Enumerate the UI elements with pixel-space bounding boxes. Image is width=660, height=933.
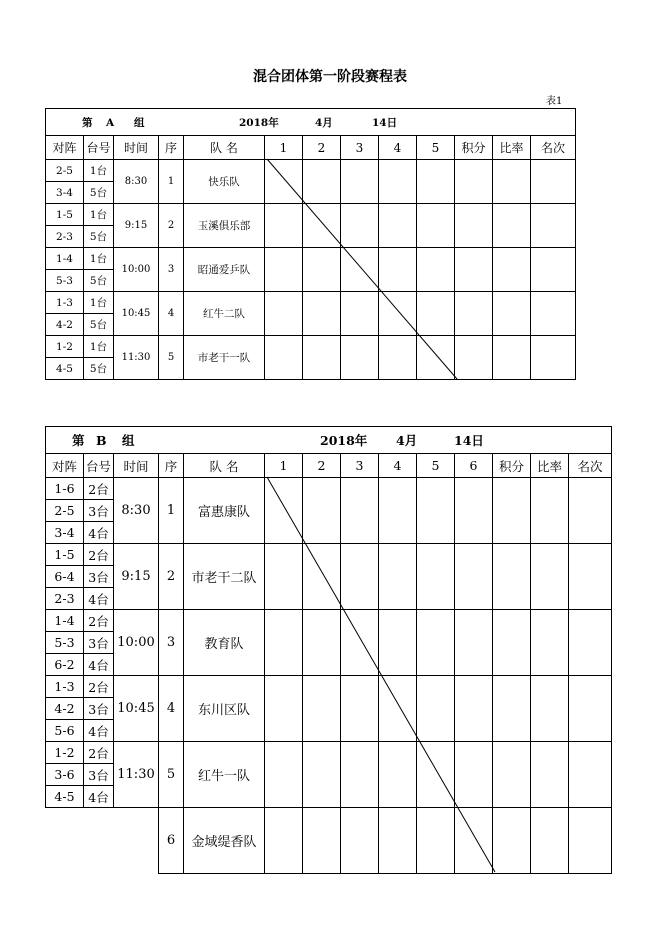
team-name-cell: 昭通爱乒队: [184, 248, 265, 292]
col-header-seq: 序: [159, 454, 184, 478]
score-cell: [303, 292, 341, 336]
score-cell: [531, 742, 569, 808]
table-number-cell: 2台: [84, 610, 114, 632]
score-cell: [569, 544, 612, 610]
score-cell: [531, 292, 576, 336]
col-header-points: 积分: [455, 136, 493, 160]
col-header-4: 4: [379, 454, 417, 478]
group-a-word2: 组: [134, 116, 145, 129]
score-cell: [341, 336, 379, 380]
team-name-cell: 富惠康队: [184, 478, 265, 544]
score-cell: [303, 808, 341, 874]
score-cell: [379, 610, 417, 676]
col-header-ratio: 比率: [531, 454, 569, 478]
col-header-rank: 名次: [569, 454, 612, 478]
score-cell: [417, 676, 455, 742]
group-b-header-row: [46, 454, 612, 478]
score-cell: [417, 544, 455, 610]
table-number-cell: 4台: [84, 720, 114, 742]
table-number-cell: 4台: [84, 786, 114, 808]
seq-cell: 2: [159, 544, 184, 610]
score-cell: [531, 160, 576, 204]
score-cell: [303, 544, 341, 610]
score-cell: [455, 544, 493, 610]
score-cell: [303, 248, 341, 292]
col-header-table-no: 台号: [84, 136, 114, 160]
matchup-cell: 2-3: [46, 588, 84, 610]
table-number-cell: 5台: [84, 270, 114, 292]
table-number-cell: 2台: [84, 676, 114, 698]
team-name-cell: 快乐队: [184, 160, 265, 204]
table-number-cell: 1台: [84, 204, 114, 226]
col-header-points: 积分: [493, 454, 531, 478]
matchup-cell: 1-2: [46, 336, 84, 358]
score-cell: [493, 610, 531, 676]
col-header-1: 1: [265, 454, 303, 478]
col-header-time: 时间: [114, 136, 159, 160]
table-number-cell: 5台: [84, 314, 114, 336]
score-cell: [265, 610, 303, 676]
score-cell: [303, 160, 341, 204]
score-cell: [379, 248, 417, 292]
table-number-cell: 4台: [84, 588, 114, 610]
col-header-team: 队 名: [184, 454, 265, 478]
matchup-cell: 5-3: [46, 632, 84, 654]
matchup-cell: 1-4: [46, 610, 84, 632]
score-cell: [417, 248, 455, 292]
score-cell: [341, 292, 379, 336]
team-name-cell: 玉溪俱乐部: [184, 204, 265, 248]
matchup-cell: 1-3: [46, 292, 84, 314]
score-cell: [569, 610, 612, 676]
col-header-seq: 序: [159, 136, 184, 160]
score-cell: [531, 336, 576, 380]
group-a-schedule-table: [45, 108, 576, 380]
time-cell: 9:15: [114, 544, 159, 610]
score-cell: [417, 204, 455, 248]
score-cell: [455, 204, 493, 248]
table-row: [46, 248, 576, 270]
group-b-word2: 组: [122, 433, 135, 448]
matchup-cell: 5-3: [46, 270, 84, 292]
matchup-cell: 1-6: [46, 478, 84, 500]
table-number-cell: 4台: [84, 522, 114, 544]
col-header-time: 时间: [114, 454, 159, 478]
score-cell: [379, 544, 417, 610]
group-a-month: 4月: [315, 116, 333, 129]
matchup-cell: 3-6: [46, 764, 84, 786]
col-header-2: 2: [303, 136, 341, 160]
seq-cell: 4: [159, 292, 184, 336]
score-cell: [493, 676, 531, 742]
score-cell: [531, 544, 569, 610]
score-cell: [265, 292, 303, 336]
team-name-cell: 金域缇香队: [184, 808, 265, 874]
group-a-year: 2018年: [239, 116, 279, 129]
score-cell: [455, 336, 493, 380]
score-cell: [493, 248, 531, 292]
score-cell: [455, 808, 493, 874]
time-cell: 11:30: [114, 336, 159, 380]
time-cell: 10:45: [114, 292, 159, 336]
score-cell: [379, 336, 417, 380]
score-cell: [569, 808, 612, 874]
table-row: [46, 336, 576, 358]
table-row: [46, 292, 576, 314]
empty-cell: [46, 808, 159, 874]
score-cell: [341, 610, 379, 676]
group-a-banner: [46, 109, 576, 136]
table-number-cell: 2台: [84, 478, 114, 500]
time-cell: 8:30: [114, 478, 159, 544]
group-a-letter: A: [106, 116, 115, 129]
score-cell: [569, 676, 612, 742]
score-cell: [265, 676, 303, 742]
score-cell: [493, 808, 531, 874]
table-number-cell: 4台: [84, 654, 114, 676]
score-cell: [303, 742, 341, 808]
score-cell: [493, 742, 531, 808]
col-header-ratio: 比率: [493, 136, 531, 160]
matchup-cell: 4-5: [46, 358, 84, 380]
time-cell: 8:30: [114, 160, 159, 204]
score-cell: [265, 544, 303, 610]
matchup-cell: 1-5: [46, 204, 84, 226]
score-cell: [455, 292, 493, 336]
group-b-year: 2018年: [320, 433, 368, 448]
seq-cell: 4: [159, 676, 184, 742]
score-cell: [417, 610, 455, 676]
matchup-cell: 2-3: [46, 226, 84, 248]
team-name-cell: 东川区队: [184, 676, 265, 742]
table-number-cell: 3台: [84, 698, 114, 720]
score-cell: [417, 808, 455, 874]
score-cell: [493, 478, 531, 544]
table-number-cell: 5台: [84, 182, 114, 204]
table-number-cell: 3台: [84, 500, 114, 522]
col-header-team: 队 名: [184, 136, 265, 160]
group-a-word1: 第: [82, 116, 93, 129]
table-number-cell: 3台: [84, 566, 114, 588]
matchup-cell: 1-4: [46, 248, 84, 270]
table-number-cell: 2台: [84, 544, 114, 566]
table-row: [46, 742, 612, 764]
score-cell: [341, 808, 379, 874]
score-cell: [569, 742, 612, 808]
matchup-cell: 6-2: [46, 654, 84, 676]
team-name-cell: 红牛一队: [184, 742, 265, 808]
col-header-3: 3: [341, 454, 379, 478]
score-cell: [379, 808, 417, 874]
score-cell: [341, 160, 379, 204]
score-cell: [455, 478, 493, 544]
team-name-cell: 市老干一队: [184, 336, 265, 380]
matchup-cell: 1-5: [46, 544, 84, 566]
group-b-day: 14日: [454, 433, 484, 448]
score-cell: [341, 248, 379, 292]
score-cell: [417, 160, 455, 204]
score-cell: [455, 610, 493, 676]
table-row: [46, 478, 612, 500]
group-b-word1: 第: [72, 433, 85, 448]
seq-cell: 1: [159, 160, 184, 204]
seq-cell: 3: [159, 248, 184, 292]
score-cell: [265, 248, 303, 292]
score-cell: [379, 742, 417, 808]
score-cell: [455, 742, 493, 808]
seq-cell: 1: [159, 478, 184, 544]
score-cell: [417, 742, 455, 808]
group-a-header-row: [46, 136, 576, 160]
score-cell: [265, 808, 303, 874]
score-cell: [265, 742, 303, 808]
score-cell: [303, 610, 341, 676]
time-cell: 10:00: [114, 610, 159, 676]
col-header-2: 2: [303, 454, 341, 478]
score-cell: [569, 478, 612, 544]
score-cell: [455, 676, 493, 742]
score-cell: [265, 160, 303, 204]
group-b-banner: [46, 427, 612, 454]
col-header-5: 5: [417, 136, 455, 160]
table-number-note: 表1: [546, 96, 563, 107]
score-cell: [417, 292, 455, 336]
group-a-day: 14日: [372, 116, 398, 129]
matchup-cell: 1-2: [46, 742, 84, 764]
matchup-cell: 2-5: [46, 160, 84, 182]
score-cell: [531, 808, 569, 874]
table-number-cell: 5台: [84, 358, 114, 380]
score-cell: [303, 204, 341, 248]
matchup-cell: 3-4: [46, 522, 84, 544]
score-cell: [379, 204, 417, 248]
score-cell: [379, 676, 417, 742]
score-cell: [531, 676, 569, 742]
score-cell: [531, 204, 576, 248]
score-cell: [455, 248, 493, 292]
matchup-cell: 1-3: [46, 676, 84, 698]
score-cell: [265, 204, 303, 248]
seq-cell: 5: [159, 336, 184, 380]
group-b-month: 4月: [396, 433, 418, 448]
matchup-cell: 4-5: [46, 786, 84, 808]
score-cell: [531, 610, 569, 676]
col-header-4: 4: [379, 136, 417, 160]
table-number-cell: 2台: [84, 742, 114, 764]
score-cell: [341, 544, 379, 610]
document-title: 混合团体第一阶段赛程表: [253, 69, 407, 85]
score-cell: [341, 676, 379, 742]
team-name-cell: 市老干二队: [184, 544, 265, 610]
table-row: [46, 204, 576, 226]
time-cell: 10:00: [114, 248, 159, 292]
table-number-cell: 3台: [84, 632, 114, 654]
score-cell: [493, 292, 531, 336]
score-cell: [493, 336, 531, 380]
table-number-cell: 1台: [84, 160, 114, 182]
matchup-cell: 6-4: [46, 566, 84, 588]
table-number-cell: 5台: [84, 226, 114, 248]
seq-cell: 5: [159, 742, 184, 808]
col-header-6: 6: [455, 454, 493, 478]
table-row: [46, 544, 612, 566]
score-cell: [379, 292, 417, 336]
team-name-cell: 红牛二队: [184, 292, 265, 336]
score-cell: [493, 160, 531, 204]
matchup-cell: 5-6: [46, 720, 84, 742]
score-cell: [455, 160, 493, 204]
score-cell: [303, 478, 341, 544]
score-cell: [303, 336, 341, 380]
col-header-table-no: 台号: [84, 454, 114, 478]
matchup-cell: 4-2: [46, 698, 84, 720]
col-header-5: 5: [417, 454, 455, 478]
seq-cell: 6: [159, 808, 184, 874]
score-cell: [417, 478, 455, 544]
score-cell: [379, 478, 417, 544]
score-cell: [493, 544, 531, 610]
score-cell: [379, 160, 417, 204]
score-cell: [341, 204, 379, 248]
col-header-1: 1: [265, 136, 303, 160]
seq-cell: 2: [159, 204, 184, 248]
table-row: [46, 676, 612, 698]
score-cell: [531, 248, 576, 292]
time-cell: 9:15: [114, 204, 159, 248]
time-cell: 11:30: [114, 742, 159, 808]
col-header-rank: 名次: [531, 136, 576, 160]
table-row: [46, 610, 612, 632]
score-cell: [531, 478, 569, 544]
table-number-cell: 1台: [84, 336, 114, 358]
time-cell: 10:45: [114, 676, 159, 742]
matchup-cell: 4-2: [46, 314, 84, 336]
matchup-cell: 3-4: [46, 182, 84, 204]
seq-cell: 3: [159, 610, 184, 676]
table-number-cell: 1台: [84, 292, 114, 314]
col-header-3: 3: [341, 136, 379, 160]
team-name-cell: 教育队: [184, 610, 265, 676]
col-header-matchup: 对阵: [46, 136, 84, 160]
score-cell: [493, 204, 531, 248]
col-header-matchup: 对阵: [46, 454, 84, 478]
table-row: [46, 808, 612, 874]
score-cell: [417, 336, 455, 380]
matchup-cell: 2-5: [46, 500, 84, 522]
table-number-cell: 3台: [84, 764, 114, 786]
score-cell: [303, 676, 341, 742]
score-cell: [265, 478, 303, 544]
score-cell: [265, 336, 303, 380]
group-b-schedule-table: [45, 426, 612, 874]
group-b-letter: B: [96, 433, 107, 448]
table-row: [46, 160, 576, 182]
score-cell: [341, 478, 379, 544]
score-cell: [341, 742, 379, 808]
table-number-cell: 1台: [84, 248, 114, 270]
